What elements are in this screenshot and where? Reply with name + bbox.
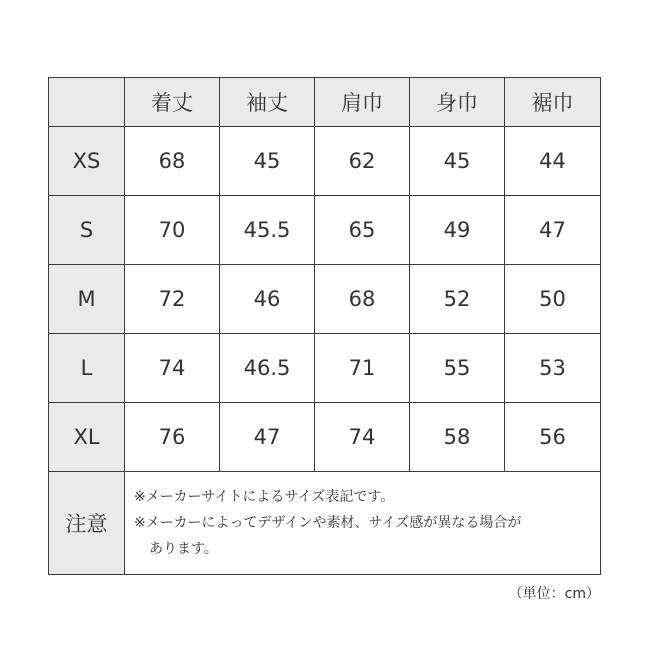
value-cell: 47 [220, 403, 315, 472]
note-line: ※メーカーによってデザインや素材、サイズ感が異なる場合が [134, 515, 522, 531]
table-row [49, 334, 601, 403]
size-chart-table [48, 77, 601, 575]
header-sleeve-length: 袖丈 [220, 78, 315, 127]
notes-row [49, 472, 601, 575]
value-cell: 65 [315, 196, 410, 265]
table-row [49, 403, 601, 472]
value-cell: 71 [315, 334, 410, 403]
value-cell: 47 [505, 196, 601, 265]
unit-label: （単位：cm） [508, 586, 600, 602]
value-cell: 50 [505, 265, 601, 334]
size-label: XL [49, 403, 125, 472]
notes-cell [125, 472, 601, 575]
value-cell: 76 [125, 403, 220, 472]
value-cell: 55 [410, 334, 505, 403]
size-label: L [49, 334, 125, 403]
value-cell: 68 [315, 265, 410, 334]
header-length: 着丈 [125, 78, 220, 127]
value-cell: 74 [125, 334, 220, 403]
size-label: S [49, 196, 125, 265]
value-cell: 72 [125, 265, 220, 334]
notes-label: 注意 [49, 472, 125, 575]
value-cell: 58 [410, 403, 505, 472]
size-label: XS [49, 127, 125, 196]
header-hem-width: 裾巾 [505, 78, 601, 127]
header-row [49, 78, 601, 127]
value-cell: 56 [505, 403, 601, 472]
value-cell: 53 [505, 334, 601, 403]
value-cell: 45 [410, 127, 505, 196]
header-shoulder-width: 肩巾 [315, 78, 410, 127]
value-cell: 49 [410, 196, 505, 265]
value-cell: 52 [410, 265, 505, 334]
note-line: ※メーカーサイトによるサイズ表記です。 [134, 489, 395, 505]
table-row [49, 196, 601, 265]
value-cell: 62 [315, 127, 410, 196]
note-line: あります。 [149, 541, 218, 557]
table-row [49, 127, 601, 196]
header-corner-cell [49, 78, 125, 127]
value-cell: 44 [505, 127, 601, 196]
value-cell: 45 [220, 127, 315, 196]
table-row [49, 265, 601, 334]
value-cell: 70 [125, 196, 220, 265]
value-cell: 45.5 [220, 196, 315, 265]
value-cell: 74 [315, 403, 410, 472]
size-label: M [49, 265, 125, 334]
value-cell: 68 [125, 127, 220, 196]
header-body-width: 身巾 [410, 78, 505, 127]
value-cell: 46 [220, 265, 315, 334]
value-cell: 46.5 [220, 334, 315, 403]
